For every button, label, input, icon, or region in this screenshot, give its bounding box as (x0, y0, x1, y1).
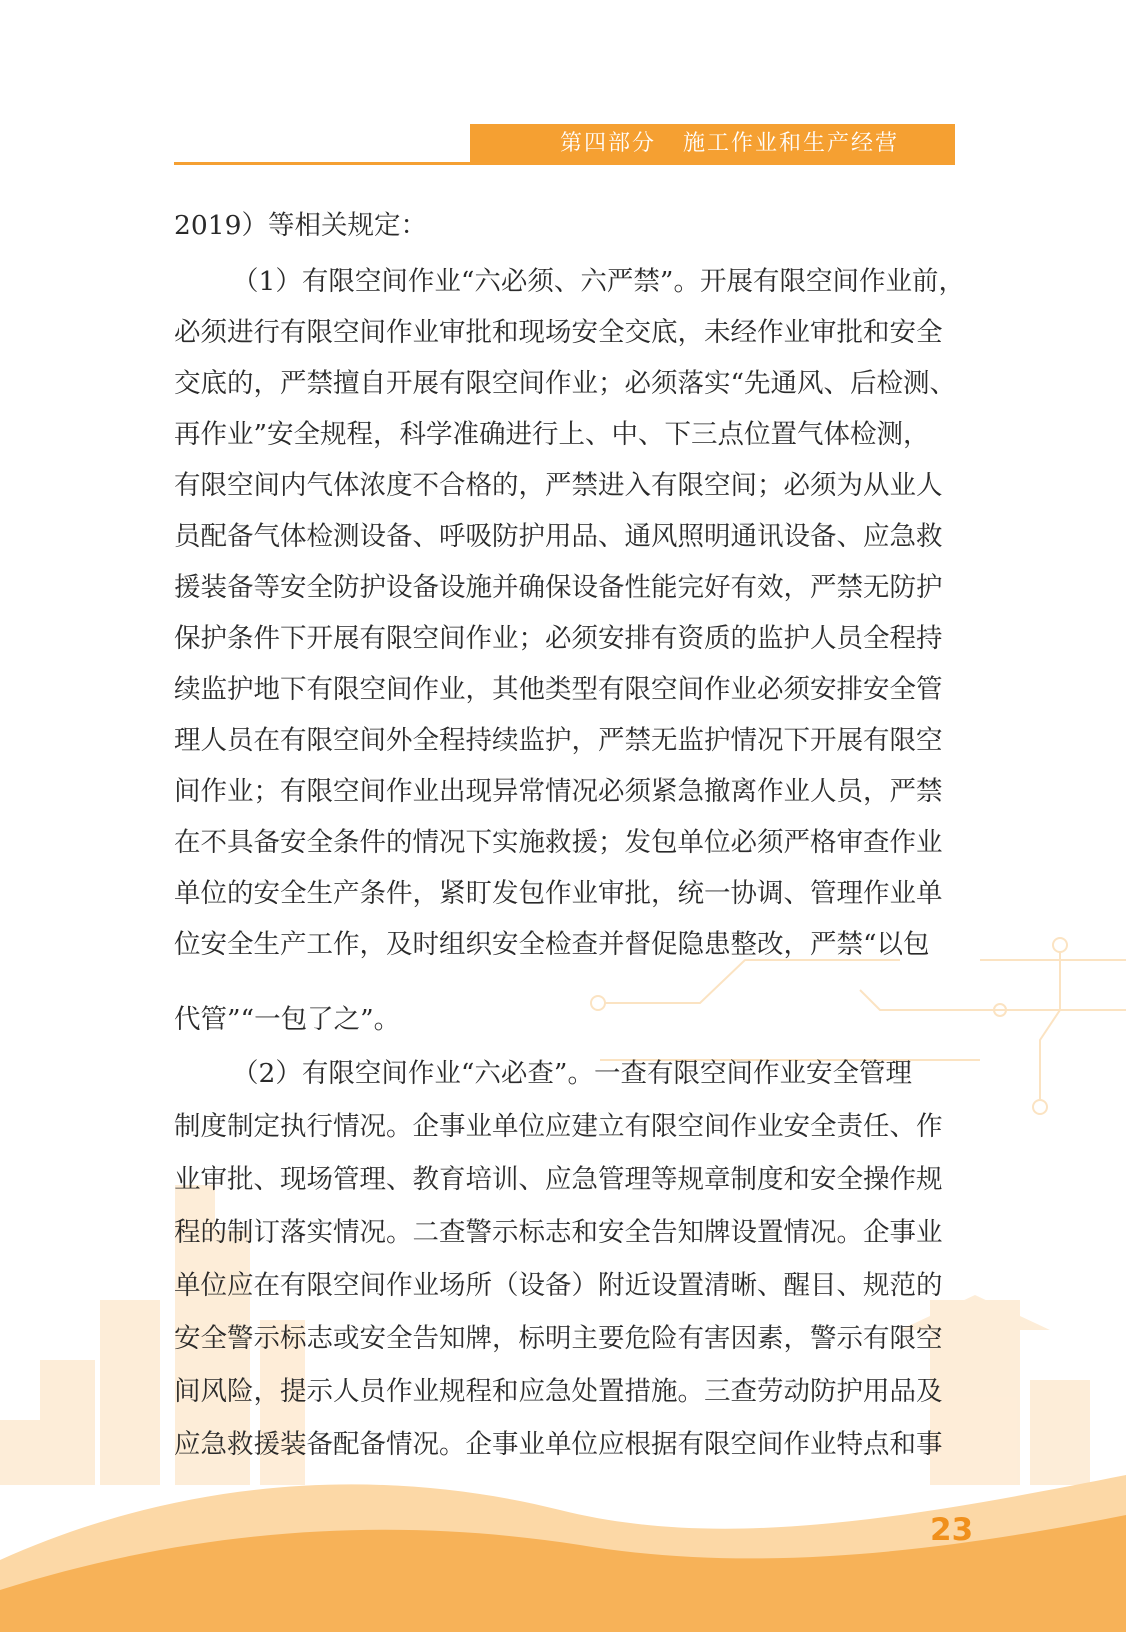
chapter-header (470, 124, 955, 164)
page-number: 23 (930, 1512, 974, 1548)
body-line: 保护条件下开展有限空间作业；必须安排有资质的监护人员全程持 (174, 623, 943, 654)
section-title: 施工作业和生产经营 (683, 131, 900, 156)
body-line: （1）有限空间作业“六必须、六严禁”。开展有限空间作业前， (232, 266, 965, 297)
header-rule (174, 162, 955, 165)
body-line: 代管”“一包了之”。 (174, 1004, 401, 1035)
body-line: 再作业”安全规程，科学准确进行上、中、下三点位置气体检测， (174, 419, 930, 450)
chapter-label: 第四部分 (560, 131, 657, 156)
body-line: 单位应在有限空间作业场所（设备）附近设置清晰、醒目、规范的 (174, 1270, 943, 1301)
body-line: 续监护地下有限空间作业，其他类型有限空间作业必须安排安全管 (174, 674, 943, 705)
body-line: 位安全生产工作，及时组织安全检查并督促隐患整改，严禁“以包 (174, 929, 930, 960)
body-line: 制度制定执行情况。企事业单位应建立有限空间作业安全责任、作 (174, 1111, 943, 1142)
body-line: 有限空间内气体浓度不合格的，严禁进入有限空间；必须为从业人 (174, 470, 943, 501)
body-line: 间风险，提示人员作业规程和应急处置措施。三查劳动防护用品及 (174, 1376, 943, 1407)
body-line: 2019）等相关规定： (174, 210, 427, 241)
body-line: 安全警示标志或安全告知牌，标明主要危险有害因素，警示有限空 (174, 1323, 943, 1354)
body-line: 应急救援装备配备情况。企事业单位应根据有限空间作业特点和事 (174, 1429, 943, 1460)
body-line: （2）有限空间作业“六必查”。一查有限空间作业安全管理 (232, 1058, 912, 1089)
body-line: 单位的安全生产条件，紧盯发包作业审批，统一协调、管理作业单 (174, 878, 943, 909)
body-line: 援装备等安全防护设备设施并确保设备性能完好有效，严禁无防护 (174, 572, 943, 603)
body-line: 必须进行有限空间作业审批和现场安全交底，未经作业审批和安全 (174, 317, 943, 348)
body-line: 交底的，严禁擅自开展有限空间作业；必须落实“先通风、后检测、 (174, 368, 957, 399)
body-line: 业审批、现场管理、教育培训、应急管理等规章制度和安全操作规 (174, 1164, 943, 1195)
body-line: 在不具备安全条件的情况下实施救援；发包单位必须严格审查作业 (174, 827, 943, 858)
body-line: 理人员在有限空间外全程持续监护，严禁无监护情况下开展有限空 (174, 725, 943, 756)
body-line: 员配备气体检测设备、呼吸防护用品、通风照明通讯设备、应急救 (174, 521, 943, 552)
body-line: 程的制订落实情况。二查警示标志和安全告知牌设置情况。企事业 (174, 1217, 943, 1248)
body-line: 间作业；有限空间作业出现异常情况必须紧急撤离作业人员，严禁 (174, 776, 943, 807)
